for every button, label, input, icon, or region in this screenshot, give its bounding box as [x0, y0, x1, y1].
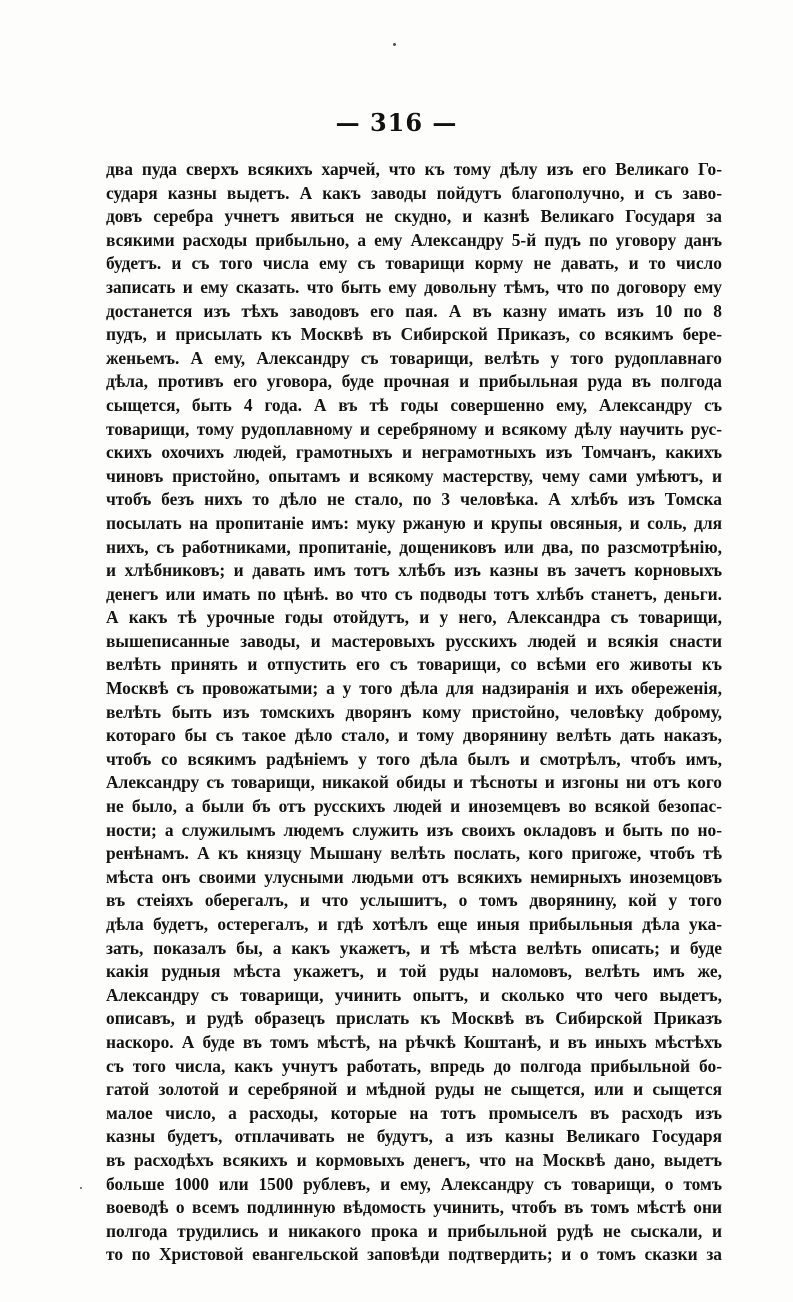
- text-line: довъ серебра учнетъ явиться не скудно, и казнѣ Великаго Государя за: [106, 206, 722, 227]
- text-line: описавъ, и рудѣ образецъ прислать къ Москвѣ въ Сибирской Приказъ: [106, 1008, 722, 1029]
- text-line: казны будетъ, отплачивать не будутъ, а изъ казны Великаго Государя: [106, 1126, 722, 1147]
- text-line: дѣла, противъ его уговора, буде прочная и прибыльная руда въ полгода: [106, 371, 722, 392]
- text-line: и хлѣбниковъ; и давать имъ тотъ хлѣбъ изъ казны въ зачетъ корновыхъ: [106, 560, 722, 581]
- text-line: велѣть быть изъ томскихъ дворянъ кому пристойно, человѣку доброму,: [106, 701, 722, 722]
- text-line: чтобъ безъ нихъ то дѣло не стало, по 3 человѣка. А хлѣбъ изъ Томска: [106, 489, 722, 510]
- text-line: денегъ или имать по цѣнѣ. во что съ подводы тотъ хлѣбъ станетъ, деньги.: [106, 583, 722, 604]
- text-line: мѣста онъ своими улусными людьми отъ всякихъ немирныхъ иноземцовъ: [106, 866, 722, 887]
- text-line: то по Христовой евангельской заповѣди подтвердить; и о томъ сказки за: [106, 1244, 722, 1265]
- text-line: какія рудныя мѣста укажетъ, и той руды наломовъ, велѣть имъ же,: [106, 961, 722, 982]
- text-line: съ того числа, какъ учнутъ работать, впредь до полгода прибыльной бо-: [106, 1055, 722, 1076]
- text-line: А какъ тѣ урочные годы отойдутъ, и у него, Александра съ товарищи,: [106, 607, 722, 628]
- text-line: пудъ, и присылать къ Москвѣ въ Сибирской Приказъ, со всякимъ бере-: [106, 324, 722, 345]
- print-speck: [80, 1187, 82, 1189]
- text-line: дѣла будетъ, остерегалъ, и гдѣ хотѣлъ еще иныя прибыльныя дѣла ука-: [106, 914, 722, 934]
- text-line: посылать на пропитаніе имъ: муку ржаную и крупы овсяныя, и соль, для: [106, 512, 722, 533]
- text-line: малое число, а расходы, которые на тотъ промыселъ въ расходъ изъ: [106, 1102, 722, 1123]
- text-line: зать, показалъ бы, а какъ укажетъ, и тѣ мѣста велѣть описать; и буде: [106, 937, 722, 958]
- text-line: будетъ. и съ того числа ему съ товарищи корму не давать, и то число: [106, 253, 722, 274]
- text-line: полгода трудились и никакого прока и прибыльной рудѣ не сыскали, и: [106, 1220, 722, 1241]
- text-line: два пуда сверхъ всякихъ харчей, что къ тому дѣлу изъ его Великаго Го-: [106, 159, 722, 179]
- text-line: котораго бы съ такое дѣло стало, и тому дворянину велѣть дать наказъ,: [106, 725, 722, 746]
- print-speck: [393, 43, 396, 46]
- text-line: велѣть принять и отпустить его съ товарищи, со всѣми его животы къ: [106, 654, 722, 675]
- text-line: женьемъ. А ему, Александру съ товарищи, велѣть у того рудоплавнаго: [106, 347, 722, 368]
- text-line: наскоро. А буде въ томъ мѣстѣ, на рѣчкѣ Коштанѣ, и въ иныхъ мѣстѣхъ: [106, 1031, 722, 1052]
- text-line: не было, а были бъ отъ русскихъ людей и иноземцевъ во всякой безопас-: [106, 796, 722, 817]
- text-line: вышеписанные заводы, и мастеровыхъ русскихъ людей и всякія снасти: [106, 630, 722, 651]
- page-number: — 316 —: [335, 108, 458, 137]
- text-line: гатой золотой и серебряной и мѣдной руды не сыщется, или и сыщется: [106, 1079, 722, 1100]
- text-line: Александру съ товарищи, учинить опытъ, и сколько что чего выдетъ,: [106, 984, 722, 1005]
- text-line: чтобъ со всякимъ радѣніемъ у того дѣла былъ и смотрѣлъ, чтобъ имъ,: [106, 748, 722, 769]
- text-line: скихъ охочихъ людей, грамотныхъ и неграмотныхъ изъ Томчанъ, какихъ: [106, 442, 722, 463]
- text-line: ренѣнамъ. А къ князцу Мышану велѣть послать, кого пригоже, чтобъ тѣ: [106, 843, 722, 864]
- text-line: сударя казны выдетъ. А какъ заводы пойдутъ благополучно, и съ заво-: [106, 182, 722, 203]
- text-line: въ стеіяхъ оберегалъ, и что услышитъ, о томъ дворянину, кой у того: [106, 890, 722, 911]
- text-line: чиновъ пристойно, опытамъ и всякому мастерству, чему сами умѣютъ, и: [106, 465, 722, 486]
- text-line: достанется изъ тѣхъ заводовъ его пая. А въ казну имать изъ 10 по 8: [106, 300, 722, 321]
- text-line: всякими расходы прибыльно, а ему Александру 5-й пудъ по уговору данъ: [106, 229, 722, 250]
- text-line: записать и ему сказать. что быть ему довольну тѣмъ, что по договору ему: [106, 276, 722, 297]
- text-line: ности; а служилымъ людемъ служить изъ своихъ окладовъ и быть по но-: [106, 819, 722, 840]
- text-line: товарищи, тому рудоплавному и серебряному и всякому дѣлу научить рус-: [106, 418, 722, 439]
- text-line: Москвѣ съ провожатыми; а у того дѣла для надзиранія и ихъ обереженія,: [106, 678, 722, 699]
- text-line: сыщется, быть 4 года. А въ тѣ годы совершенно ему, Александру съ: [106, 394, 722, 415]
- text-line: Александру съ товарищи, никакой обиды и тѣсноты и изгоны ни отъ кого: [106, 772, 722, 793]
- body-text: [106, 158, 722, 1267]
- text-line: въ расходѣхъ всякихъ и кормовыхъ денегъ, что на Москвѣ дано, выдетъ: [106, 1149, 722, 1170]
- text-line: больше 1000 или 1500 рублевъ, и ему, Александру съ товарищи, о томъ: [106, 1173, 722, 1194]
- text-line: воеводѣ о всемъ подлинную вѣдомость учинить, чтобъ въ томъ мѣстѣ они: [106, 1197, 722, 1218]
- text-line: нихъ, съ работниками, пропитаніе, дощениковъ или два, по разсмотрѣнію,: [106, 536, 722, 557]
